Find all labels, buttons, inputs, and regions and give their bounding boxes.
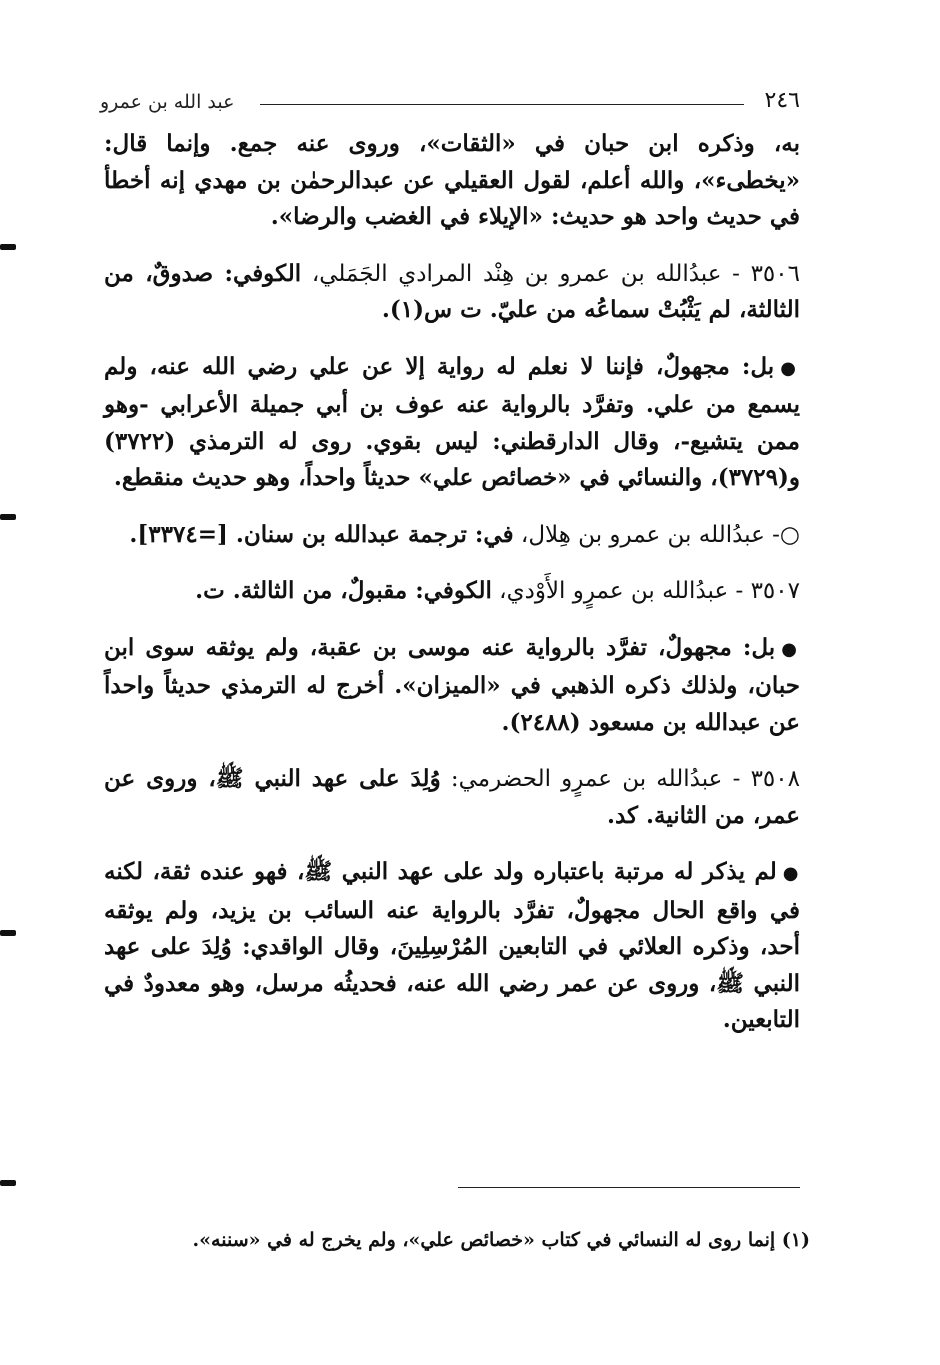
entry-summary: الكوفي: مقبولٌ، من الثالثة. ت. xyxy=(195,577,492,604)
bullet-icon: ● xyxy=(781,638,800,660)
comment-paragraph xyxy=(104,854,800,1039)
entry-summary: وُلِدَ على عهد النبي ﷺ، وروى عن عمر، من الثانية. كد. xyxy=(104,765,800,829)
entry-heading: ٣٥٠٦ - عبدُالله بن عمرو بن هِنْد المرادي الجَمَلي، xyxy=(301,260,800,287)
footnote-text: (١) إنما روى له النسائي في كتاب «خصائص علي»، ولم يخرج له في «سننه». xyxy=(192,1229,810,1251)
entry-heading: ٣٥٠٧ - عبدُالله بن عمرٍو الأَوْدي، xyxy=(491,578,800,604)
entry-heading: ٣٥٠٨ - عبدُالله بن عمرٍو الحضرمي: xyxy=(440,766,800,792)
header-rule xyxy=(260,104,744,105)
scan-edge-mark xyxy=(0,930,16,936)
body-text xyxy=(104,126,800,1059)
footnote xyxy=(104,1225,810,1255)
scan-edge-mark xyxy=(0,1180,16,1186)
comment-paragraph xyxy=(104,630,800,742)
footnote-rule xyxy=(458,1187,800,1188)
comment-text: بل: مجهولٌ، فإننا لا نعلم له رواية إلا عن علي رضي الله عنه، ولم يسمع من علي. وتفرَّد بالرواية عنه عوف بن أبي جميلة الأعرابي -وهو ممن يتشيع-، وقال الدارقطني: ليس بقوي. روى له الترمذي (٣٧٢٢) و(٣٧٢٩)، والنسائي في «خصائص علي» حديثاً واحداً، وهو حديث منقطع. xyxy=(104,352,800,491)
scan-edge-mark xyxy=(0,514,16,520)
entry-3506 xyxy=(104,256,800,329)
comment-paragraph xyxy=(104,349,800,497)
comment-text: بل: مجهولٌ، تفرَّد بالرواية عنه موسى بن عقبة، ولم يوثقه سوى ابن حبان، ولذلك ذكره الذهبي في «الميزان». أخرج له الترمذي حديثاً واحداً عن عبدالله بن مسعود (٢٤٨٨). xyxy=(104,633,800,736)
bullet-icon: ● xyxy=(782,863,800,884)
page-number: ٢٤٦ xyxy=(764,88,800,113)
running-title: عبد الله بن عمرو xyxy=(100,91,235,113)
entry-summary: الكوفي: صدوقٌ، من الثالثة، لم يَثْبُتْ سماعُه من عليّ. ت س(١). xyxy=(104,259,800,323)
entry-3508 xyxy=(104,761,800,834)
paragraph-text: به، وذكره ابن حبان في «الثقات»، وروى عنه جمع. وإنما قال: «يخطىء»، والله أعلم، لقول العقيلي عن عبدالرحمٰن بن مهدي إنه أخطأ في حديث واحد هو حديث: «الإيلاء في الغضب والرضا». xyxy=(104,130,800,230)
entry-heading: ○- عبدُالله بن عمرو بن هِلال، xyxy=(513,521,800,548)
paragraph-continuation xyxy=(104,126,800,236)
entry-cross-reference xyxy=(104,517,800,554)
page-header xyxy=(100,86,800,122)
bullet-icon: ● xyxy=(780,357,800,379)
comment-text: لم يذكر له مرتبة باعتباره ولد على عهد النبي ﷺ، فهو عنده ثقة، لكنه في واقع الحال مجهولٌ، تفرَّد بالرواية عنه السائب بن يزيد، ولم يوثقه أحد، وذكره العلائي في التابعين المُرْسِلِينَ، وقال الواقدي: وُلِدَ على عهد النبي ﷺ، وروى عن عمر رضي الله عنه، فحديثُه مرسل، وهو معدودٌ في التابعين. xyxy=(104,858,801,1033)
scan-edge-mark xyxy=(0,244,16,250)
entry-summary: في: ترجمة عبدالله بن سنان. [=٣٣٧٤]. xyxy=(129,520,514,548)
entry-3507 xyxy=(104,573,800,610)
